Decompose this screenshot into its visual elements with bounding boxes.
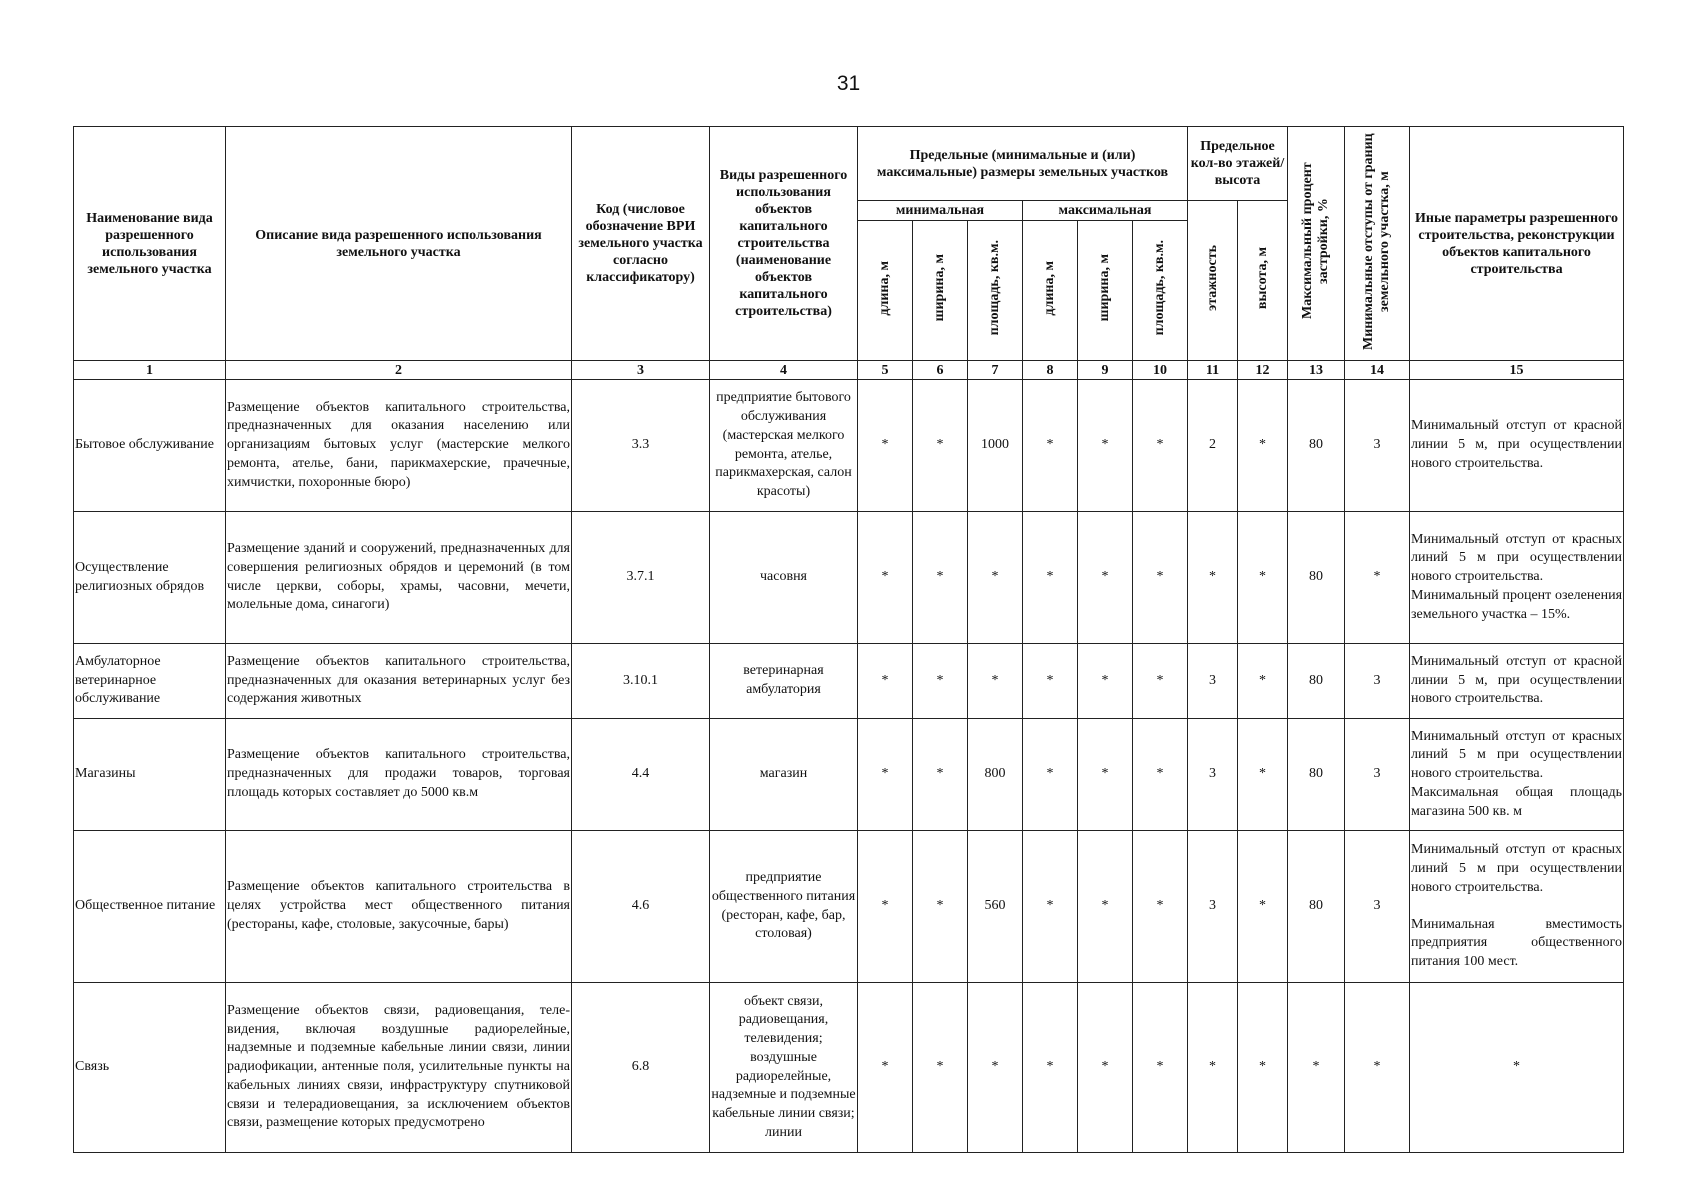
value-cell: * (1023, 512, 1078, 644)
header-maximum: максимальная (1023, 201, 1188, 221)
objects-cell: предприятие общественного питания (ресторан, кафе, бар, столовая) (710, 831, 858, 983)
header-min-length: длина, м (858, 221, 913, 361)
code-cell: 3.3 (572, 380, 710, 512)
value-cell: * (1023, 719, 1078, 831)
header-max-area: площадь, кв.м. (1133, 221, 1188, 361)
value-cell: * (1238, 831, 1288, 983)
header-floors-limit: Предельное кол-во этажей/ высота (1188, 127, 1288, 201)
other-param-text: Минимальный отступ от красных линий 5 м при осуществлении нового строительства. (1411, 728, 1623, 782)
value-cell: 3 (1188, 644, 1238, 719)
column-number: 2 (226, 361, 572, 380)
column-number: 5 (858, 361, 913, 380)
other-param-text: Минимальный отступ от красной линии 5 м, при осуществлении нового строительства. (1411, 418, 1623, 471)
value-cell: 3 (1188, 719, 1238, 831)
other-param-text: Минимальный процент озеленения земельного участка – 15%. (1411, 587, 1623, 622)
value-cell: * (1133, 831, 1188, 983)
other-params-cell (1410, 644, 1624, 719)
value-cell: * (1345, 512, 1410, 644)
use-name-cell: Общественное питание (74, 831, 226, 983)
value-cell: 1000 (968, 380, 1023, 512)
value-cell: 560 (968, 831, 1023, 983)
value-cell: * (858, 644, 913, 719)
code-cell: 4.6 (572, 831, 710, 983)
header-max-width: ширина, м (1078, 221, 1133, 361)
other-params-cell (1410, 719, 1624, 831)
description-cell: Размещение объектов капитального строительства, предназначенных для продажи товаров, торговая площадь которых составляет до 5000 кв.м (226, 719, 572, 831)
value-cell: * (968, 983, 1023, 1153)
value-cell: 3 (1188, 831, 1238, 983)
page-number: 31 (836, 72, 861, 95)
value-cell: * (858, 831, 913, 983)
other-param-text: * (1513, 1059, 1521, 1075)
header-code: Код (числовое обозначение ВРИ земельного участка согласно классификатору) (572, 127, 710, 361)
use-name-cell: Магазины (74, 719, 226, 831)
value-cell: * (913, 719, 968, 831)
header-object-types: Виды разрешенного использования объектов капитального строительства (наименование объектов капитального строительства) (710, 127, 858, 361)
column-number: 12 (1238, 361, 1288, 380)
description-cell: Размещение объектов капитального строительства в целях устройства мест общественного питания (рестораны, кафе, столовые, закусочные, бары) (226, 831, 572, 983)
header-max-length: длина, м (1023, 221, 1078, 361)
value-cell: * (1133, 983, 1188, 1153)
code-cell: 4.4 (572, 719, 710, 831)
other-param-text (1411, 898, 1622, 916)
value-cell: * (1133, 512, 1188, 644)
table-row (74, 644, 1624, 719)
value-cell: * (913, 983, 968, 1153)
description-cell: Размещение объектов капитального строительства, предназначенных для оказания ветеринарных услуг без содержания животных (226, 644, 572, 719)
value-cell: * (858, 512, 913, 644)
column-number: 8 (1023, 361, 1078, 380)
header-description: Описание вида разрешенного использования земельного участка (226, 127, 572, 361)
code-cell: 3.10.1 (572, 644, 710, 719)
table-row (74, 831, 1624, 983)
value-cell: * (913, 380, 968, 512)
column-number: 7 (968, 361, 1023, 380)
value-cell: * (1023, 380, 1078, 512)
value-cell: * (913, 831, 968, 983)
column-number: 15 (1410, 361, 1624, 380)
objects-cell: объект связи, радиовещания, телевидения; воздушные радиорелейные, надземные и подземные кабельные линии связи; линии (710, 983, 858, 1153)
column-number: 3 (572, 361, 710, 380)
value-cell: 3 (1345, 380, 1410, 512)
value-cell: * (1188, 512, 1238, 644)
description-cell: Размещение зданий и сооружений, предназначенных для совершения религиозных обрядов и церемоний (в том числе церкви, соборы, храмы, часовни, мечети, молельные дома, синагоги) (226, 512, 572, 644)
header-min-area: площадь, кв.м. (968, 221, 1023, 361)
value-cell: * (1238, 512, 1288, 644)
header-size-limits: Предельные (минимальные и (или) максимальные) размеры земельных участков (858, 127, 1188, 201)
use-name-cell: Амбулаторное ветеринарное обслуживание (74, 644, 226, 719)
table-row (74, 512, 1624, 644)
value-cell: * (858, 380, 913, 512)
value-cell: * (1078, 983, 1133, 1153)
value-cell: * (1238, 719, 1288, 831)
objects-cell: магазин (710, 719, 858, 831)
objects-cell: предприятие бытового обслуживания (мастерская мелкого ремонта, ателье, парикмахерская, салон красоты) (710, 380, 858, 512)
value-cell: * (968, 644, 1023, 719)
value-cell: 80 (1288, 831, 1345, 983)
value-cell: * (913, 512, 968, 644)
code-cell: 6.8 (572, 983, 710, 1153)
value-cell: * (1288, 983, 1345, 1153)
value-cell: * (1078, 719, 1133, 831)
table-row (74, 380, 1624, 512)
value-cell: 3 (1345, 719, 1410, 831)
value-cell: 800 (968, 719, 1023, 831)
column-number: 1 (74, 361, 226, 380)
value-cell: * (1023, 644, 1078, 719)
value-cell: 3 (1345, 644, 1410, 719)
other-param-text: Минимальный отступ от красных линий 5 м при осуществлении нового строительства. (1411, 842, 1623, 895)
value-cell: 80 (1288, 719, 1345, 831)
value-cell: * (858, 983, 913, 1153)
column-number-row (74, 361, 1624, 380)
use-name-cell: Бытовое обслуживание (74, 380, 226, 512)
value-cell: * (1023, 831, 1078, 983)
value-cell: * (1133, 719, 1188, 831)
value-cell: * (1078, 380, 1133, 512)
header-min-width: ширина, м (913, 221, 968, 361)
value-cell: * (1078, 644, 1133, 719)
other-param-text: Минимальный отступ от красных линий 5 м при осуществлении нового строительства. (1411, 531, 1623, 585)
zoning-table (73, 126, 1624, 1153)
header-min-setback: Минимальные отступы от границ земельного участка, м (1345, 127, 1410, 361)
value-cell: 3 (1345, 831, 1410, 983)
value-cell: * (1238, 380, 1288, 512)
use-name-cell: Осуществление религиозных обрядов (74, 512, 226, 644)
other-params-cell (1410, 831, 1624, 983)
value-cell: * (1133, 644, 1188, 719)
header-max-percent: Максимальный процент застройки, % (1288, 127, 1345, 361)
value-cell: * (1133, 380, 1188, 512)
value-cell: * (1078, 512, 1133, 644)
code-cell: 3.7.1 (572, 512, 710, 644)
column-number: 14 (1345, 361, 1410, 380)
value-cell: * (1238, 644, 1288, 719)
header-use-name: Наименование вида разрешенного использования земельного участка (74, 127, 226, 361)
column-number: 13 (1288, 361, 1345, 380)
objects-cell: часовня (710, 512, 858, 644)
value-cell: * (858, 719, 913, 831)
other-param-text: Максимальная общая площадь магазина 500 кв. м (1411, 784, 1623, 819)
use-name-cell: Связь (74, 983, 226, 1153)
value-cell: * (968, 512, 1023, 644)
column-number: 6 (913, 361, 968, 380)
value-cell: 80 (1288, 380, 1345, 512)
column-number: 9 (1078, 361, 1133, 380)
value-cell: * (1345, 983, 1410, 1153)
column-number: 4 (710, 361, 858, 380)
header-minimum: минимальная (858, 201, 1023, 221)
value-cell: * (1078, 831, 1133, 983)
value-cell: * (1188, 983, 1238, 1153)
table-row (74, 983, 1624, 1153)
other-param-text: Минимальный отступ от красной линии 5 м, при осуществлении нового строительства. (1411, 653, 1623, 707)
value-cell: * (1023, 983, 1078, 1153)
header-height: высота, м (1238, 201, 1288, 361)
table-row (74, 719, 1624, 831)
description-cell: Размещение объектов капитального строительства, предназначенных для оказания населению или организациям бытовых услуг (мастерские мелкого ремонта, ателье, бани, парикмахерские, прачечные, химчистки, похоронные бюро) (226, 380, 572, 512)
value-cell: 80 (1288, 644, 1345, 719)
description-cell: Размещение объектов связи, радиовещания, теле-видения, включая воздушные радиорелейные, надземные и подземные кабельные линии связи, линии радиофикации, антенные поля, усилительные пункты на кабельных линиях связи, инфраструктуру спутниковой связи и телерадиовещания, за исключением объектов связи, размещение которых предусмотрено (226, 983, 572, 1153)
other-params-cell (1410, 512, 1624, 644)
value-cell: 2 (1188, 380, 1238, 512)
header-other-params: Иные параметры разрешенного строительства, реконструкции объектов капитального строительства (1410, 127, 1624, 361)
other-params-cell (1410, 380, 1624, 512)
column-number: 11 (1188, 361, 1238, 380)
value-cell: * (913, 644, 968, 719)
header-floors: этажность (1188, 201, 1238, 361)
other-param-text: Минимальная вместимость предприятия общественного питания 100 мест. (1411, 916, 1623, 969)
other-params-cell (1410, 983, 1624, 1153)
value-cell: * (1238, 983, 1288, 1153)
value-cell: 80 (1288, 512, 1345, 644)
objects-cell: ветеринарная амбулатория (710, 644, 858, 719)
column-number: 10 (1133, 361, 1188, 380)
